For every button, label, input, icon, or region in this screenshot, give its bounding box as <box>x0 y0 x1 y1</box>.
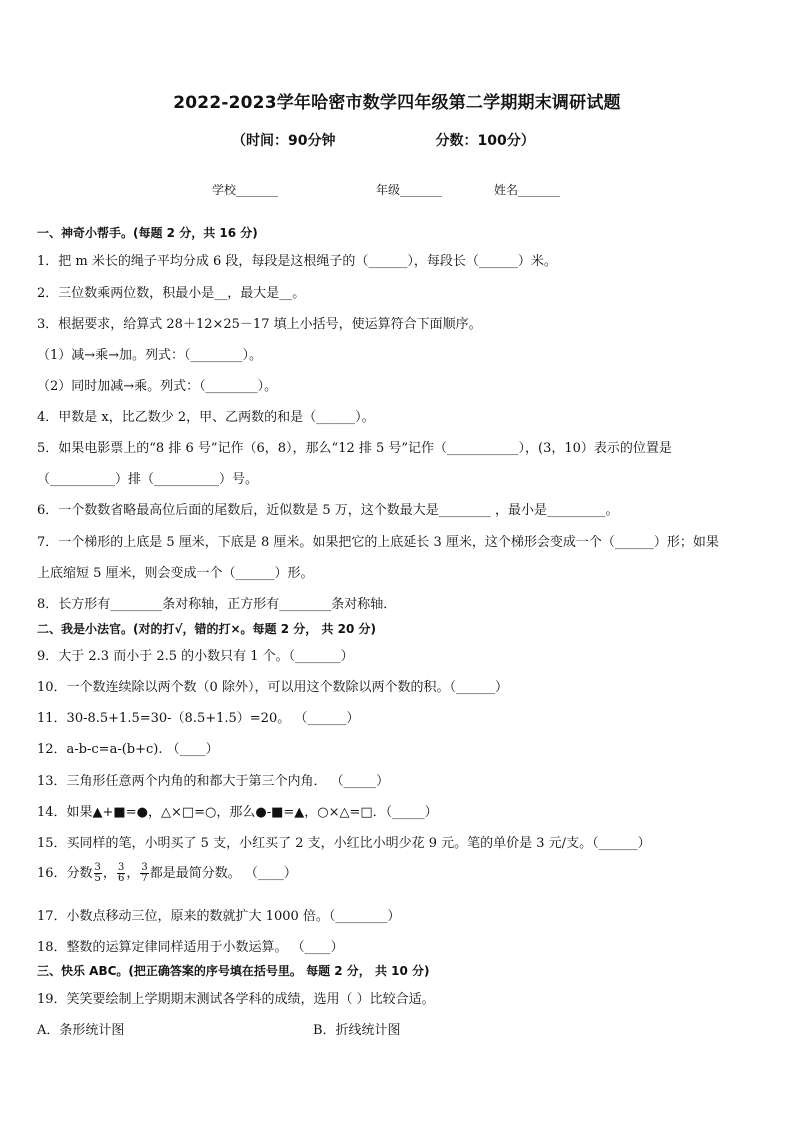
question-12: 12．a-b-c=a-(b+c). （____） <box>37 742 219 757</box>
fraction-2-denominator: 6 <box>117 873 125 884</box>
question-16 <box>37 862 297 884</box>
question-17: 17．小数点移动三位，原来的数就扩大 1000 倍。（________） <box>37 909 401 924</box>
fraction-2 <box>117 863 125 884</box>
question-10: 10．一个数连续除以两个数（0 除外），可以用这个数除以两个数的积。（______） <box>37 680 508 695</box>
fraction-3 <box>140 863 148 884</box>
question-2: 2．三位数乘两位数，积最小是__，最大是__。 <box>37 286 306 301</box>
exam-meta <box>232 130 535 150</box>
section-heading-2: 二、我是小法官。(对的打√，错的打×。每题 2 分， 共 20 分) <box>37 622 376 636</box>
question-5-cont: （__________）排（__________）号。 <box>37 472 259 487</box>
question-14: 14．如果▲+■=●，△×□=○，那么●-■=▲，○×△=□．（_____） <box>37 805 438 820</box>
question-19-option-b: B．折线统计图 <box>313 1023 401 1038</box>
fraction-1-denominator: 5 <box>94 873 101 884</box>
school-field: 学校_______ <box>212 183 279 197</box>
question-5: 5．如果电影票上的“8 排 6 号”记作（6，8），那么“12 排 5 号”记作（___________），(3，10）表示的位置是 <box>37 441 672 456</box>
score-label: 分数：100分） <box>435 133 535 149</box>
question-7-cont: 上底缩短 5 厘米，则会变成一个（______）形。 <box>37 566 314 581</box>
section-heading-3: 三、快乐 ABC。(把正确答案的序号填在括号里。 每题 2 分， 共 10 分) <box>37 964 430 978</box>
fraction-separator: ， <box>102 866 116 881</box>
grade-field: 年级_______ <box>376 183 443 197</box>
question-16-suffix: 都是最简分数。 （____） <box>149 866 297 881</box>
fraction-1-numerator: 3 <box>94 862 101 873</box>
name-field: 姓名_______ <box>494 183 561 197</box>
question-18: 18．整数的运算定律同样适用于小数运算。 （____） <box>37 940 344 955</box>
fraction-1 <box>94 863 102 884</box>
question-13: 13．三角形任意两个内角的和都大于第三个内角． （_____） <box>37 774 390 789</box>
question-6: 6．一个数数省略最高位后面的尾数后，近似数是 5 万，这个数最大是________ ，最小是_________。 <box>37 503 619 518</box>
question-8: 8．长方形有________条对称轴，正方形有________条对称轴． <box>37 597 397 612</box>
question-3: 3．根据要求，给算式 28＋12×25－17 填上小括号，使运算符合下面顺序。 <box>37 317 482 332</box>
question-9: 9．大于 2.3 而小于 2.5 的小数只有 1 个。（_______） <box>37 649 354 664</box>
fraction-3-denominator: 7 <box>141 873 148 884</box>
section-heading-1: 一、神奇小帮手。(每题 2 分，共 16 分) <box>37 226 258 240</box>
question-19: 19．笑笑要绘制上学期期末测试各学科的成绩，选用（ ）比较合适。 <box>37 992 435 1007</box>
question-3-part-2: （2）同时加减→乘。列式：（________）。 <box>37 379 278 394</box>
fraction-2-numerator: 3 <box>117 862 125 873</box>
question-1: 1．把 m 米长的绳子平均分成 6 段，每段是这根绳子的（______），每段长（______）米。 <box>37 254 557 269</box>
fraction-separator: ， <box>126 866 140 881</box>
page-title: 2022-2023学年哈密市数学四年级第二学期期末调研试题 <box>173 93 621 113</box>
fraction-3-numerator: 3 <box>141 862 148 873</box>
student-info <box>212 181 560 198</box>
question-15: 15．买同样的笔，小明买了 5 支，小红买了 2 支，小红比小明少花 9 元。笔的单价是 3 元/支。（______） <box>37 836 651 851</box>
question-16-prefix: 16．分数 <box>37 866 93 881</box>
question-7: 7．一个梯形的上底是 5 厘米，下底是 8 厘米。如果把它的上底延长 3 厘米，这个梯形会变成一个（______）形；如果 <box>37 535 719 550</box>
question-4: 4．甲数是 x，比乙数少 2，甲、乙两数的和是（______）。 <box>37 410 375 425</box>
question-11: 11．30-8.5+1.5=30-（8.5+1.5）=20。 （______） <box>37 711 360 726</box>
question-19-option-a: A．条形统计图 <box>37 1023 125 1038</box>
question-3-part-1: （1）减→乘→加。列式：（________）。 <box>37 348 263 363</box>
time-label: （时间：90分钟 <box>232 133 336 149</box>
